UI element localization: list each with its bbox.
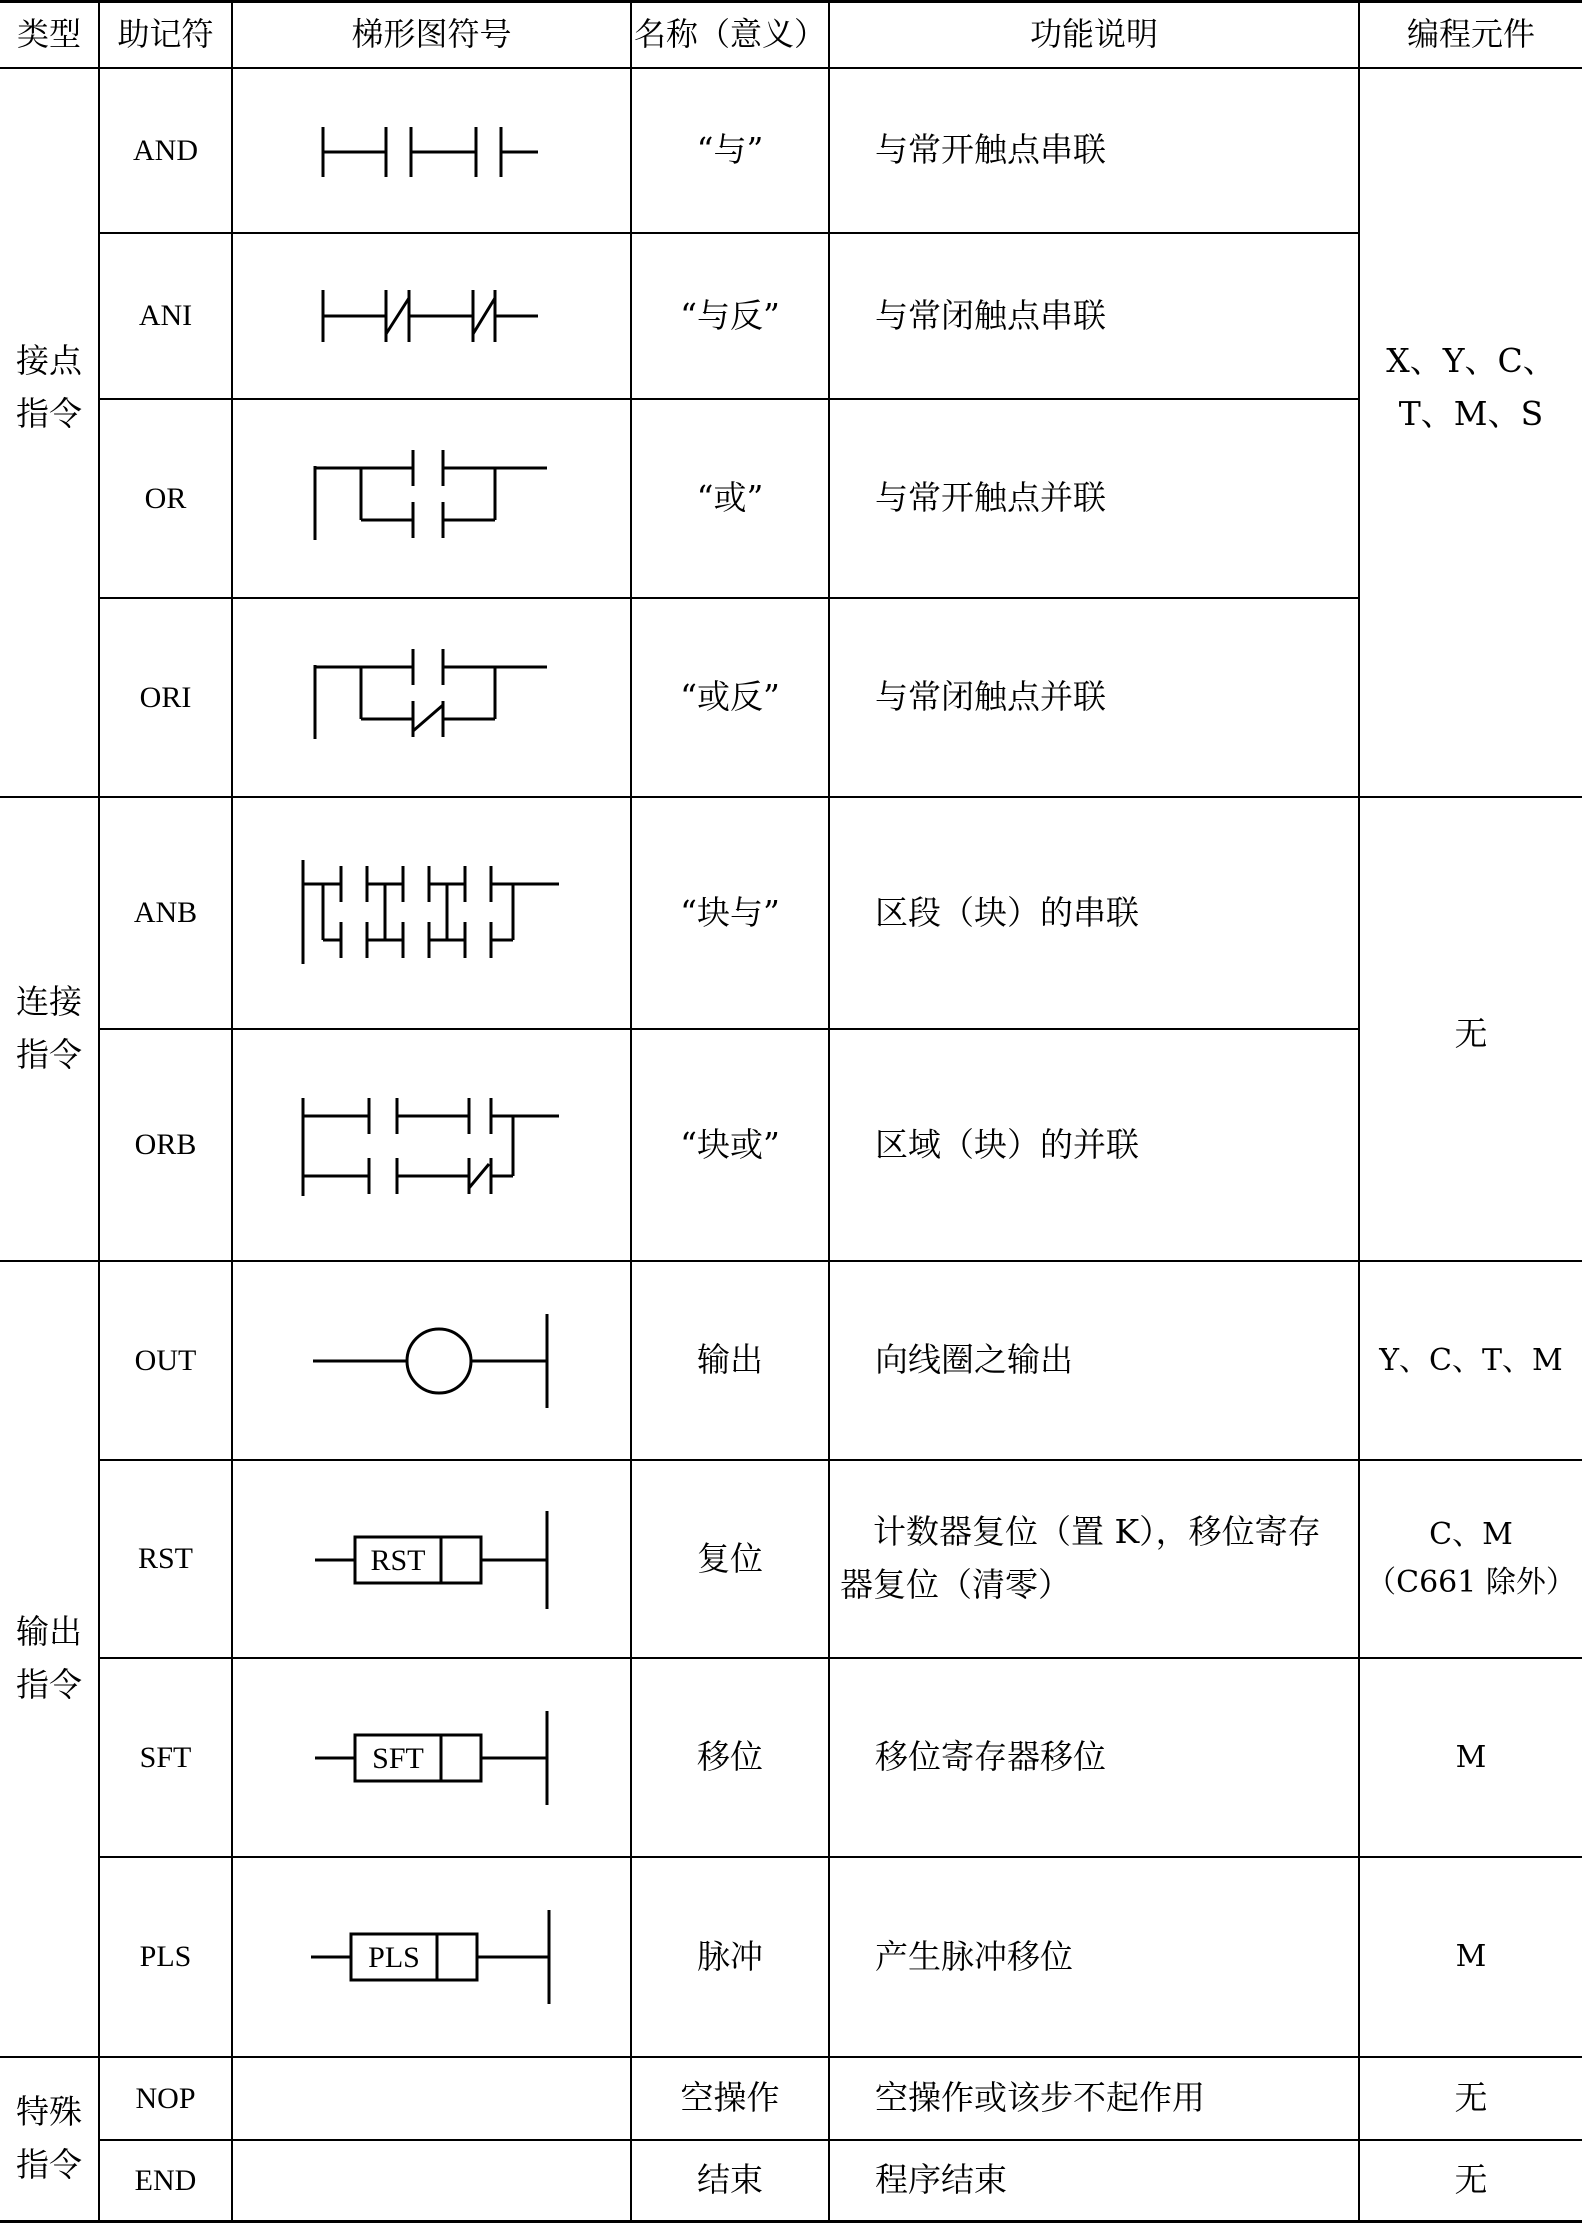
elements-line1: X、Y、C、 [1386,340,1556,380]
function-cell: 计数器复位（置 K），移位寄存器复位（清零） [840,1512,1321,1604]
function-cell: 与常闭触点并联 [875,677,1106,717]
header-mnemonic: 助记符 [117,15,214,54]
mnemonic-cell: SFT [139,1740,192,1774]
mnemonic-cell: ANI [138,299,193,332]
box-label: RST [370,1544,426,1577]
name-cell: “与反” [680,295,780,335]
type-label-line1: 特殊 [16,2092,82,2132]
ladder-symbol-anb [233,798,630,1028]
ladder-symbol-ani [233,234,630,398]
type-connect [0,798,98,1260]
box-label: PLS [368,1941,420,1974]
name-cell: 结束 [697,2160,763,2200]
type-label-line1: 接点 [16,340,82,380]
mnemonic-cell: ANB [133,896,198,929]
header-type: 类型 [16,15,81,54]
function-cell: 与常开触点并联 [875,478,1106,518]
elements-cell: 无 [1454,2160,1488,2200]
function-cell: 移位寄存器移位 [875,1737,1106,1777]
type-output [0,1262,98,2056]
mnemonic-cell: ORB [134,1128,197,1161]
function-cell: 空操作或该步不起作用 [875,2078,1205,2118]
ladder-symbol-rst [233,1461,630,1657]
function-cell: 区域（块）的并联 [875,1124,1139,1164]
type-label-line2: 指令 [16,1665,82,1704]
ladder-symbol-pls [233,1858,630,2056]
name-cell: “与” [696,130,764,170]
header-ladder-symbol: 梯形图符号 [351,15,512,54]
elements-contact [1360,69,1582,796]
elements-cell: M [1455,1739,1487,1775]
type-special [0,2058,98,2220]
name-cell: 空操作 [680,2078,780,2118]
name-cell: “块与” [680,892,780,932]
name-cell: “或反” [680,677,780,717]
type-label-line1: 连接 [16,982,82,1022]
type-contact [0,69,98,796]
mnemonic-cell: END [134,2163,197,2197]
mnemonic-cell: OUT [134,1343,197,1377]
elements-cell [1360,1461,1582,1657]
mnemonic-cell: AND [133,133,198,167]
type-label-line2: 指令 [16,2145,82,2184]
mnemonic-cell: RST [137,1542,194,1575]
header-function: 功能说明 [1029,15,1158,54]
box-label: SFT [372,1742,424,1775]
name-cell: “块或” [680,1124,780,1164]
ladder-symbol-ori [233,599,630,796]
mnemonic-cell: OR [144,481,187,515]
mnemonic-cell: NOP [135,2081,196,2115]
name-cell: “或” [696,478,764,518]
ladder-symbol-and [233,69,630,232]
function-cell: 与常闭触点串联 [875,295,1106,335]
header-name: 名称（意义） [633,15,826,54]
elements-line2: T、M、S [1398,393,1544,433]
name-cell: 脉冲 [697,1936,763,1976]
ladder-symbol-out [233,1262,630,1459]
type-label-line1: 输出 [16,1612,82,1652]
elements-line2: （C661 除外） [1366,1565,1576,1600]
mnemonic-cell: PLS [139,1940,192,1973]
elements-cell: M [1455,1939,1487,1974]
elements-line1: C、M [1429,1517,1513,1552]
name-cell: 复位 [697,1538,763,1578]
ladder-symbol-or [233,400,630,597]
function-cell: 程序结束 [875,2160,1007,2200]
name-cell: 输出 [697,1340,763,1380]
function-cell: 区段（块）的串联 [875,892,1139,932]
name-cell: 移位 [697,1737,763,1777]
elements-cell: Y、C、T、M [1379,1342,1563,1378]
mnemonic-cell: ORI [139,680,192,714]
elements-connect: 无 [1454,1013,1488,1053]
function-cell: 产生脉冲移位 [875,1936,1073,1976]
function-cell: 与常开触点串联 [875,130,1106,170]
ladder-symbol-orb [233,1030,630,1260]
type-label-line2: 指令 [16,1035,82,1074]
header-elements: 编程元件 [1406,15,1535,54]
ladder-symbol-sft [233,1659,630,1856]
type-label-line2: 指令 [16,393,82,433]
function-cell: 向线圈之输出 [875,1340,1073,1380]
elements-cell: 无 [1454,2078,1488,2118]
